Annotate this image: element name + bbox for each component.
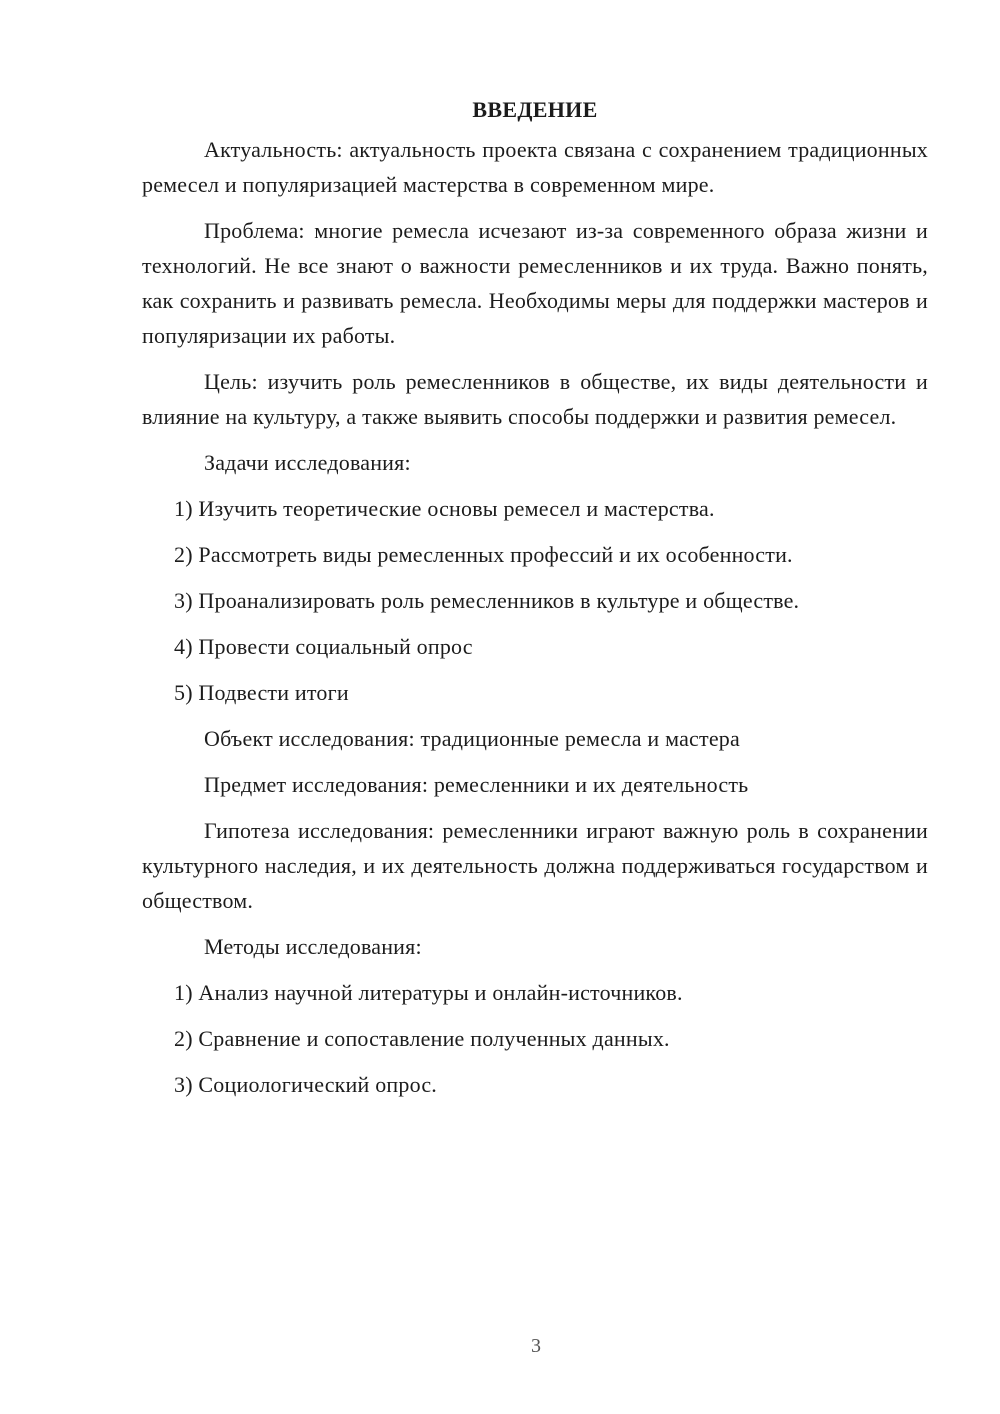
object-line: Объект исследования: традиционные ремесла и мастера	[204, 726, 740, 751]
list-item: 4) Провести социальный опрос	[174, 634, 473, 659]
document-page	[142, 92, 928, 1113]
relevance-paragraph: Актуальность: актуальность проекта связана с сохранением традиционных ремесел и популяризацией мастерства в современном мире.	[142, 137, 928, 197]
section-title: ВВЕДЕНИЕ	[472, 97, 598, 122]
tasks-list	[142, 491, 928, 710]
page-number: 3	[531, 1335, 541, 1357]
list-item: 2) Рассмотреть виды ремесленных профессий и их особенности.	[174, 542, 793, 567]
list-item: 3) Социологический опрос.	[174, 1072, 437, 1097]
list-item: 1) Анализ научной литературы и онлайн-источников.	[174, 980, 683, 1005]
list-item: 3) Проанализировать роль ремесленников в культуре и обществе.	[174, 588, 800, 613]
methods-list	[142, 975, 928, 1102]
tasks-heading: Задачи исследования:	[204, 450, 411, 475]
methods-heading: Методы исследования:	[204, 934, 422, 959]
goal-paragraph: Цель: изучить роль ремесленников в обществе, их виды деятельности и влияние на культуру, а также выявить способы поддержки и развития ремесел.	[142, 369, 928, 429]
list-item: 5) Подвести итоги	[174, 680, 349, 705]
subject-line: Предмет исследования: ремесленники и их деятельность	[204, 772, 749, 797]
hypothesis-paragraph: Гипотеза исследования: ремесленники играют важную роль в сохранении культурного наследия, и их деятельность должна поддерживаться государством и обществом.	[142, 818, 928, 913]
list-item: 2) Сравнение и сопоставление полученных данных.	[174, 1026, 670, 1051]
list-item: 1) Изучить теоретические основы ремесел и мастерства.	[174, 496, 715, 521]
problem-paragraph: Проблема: многие ремесла исчезают из-за современного образа жизни и технологий. Не все знают о важности ремесленников и их труда. Важно понять, как сохранить и развивать ремесла. Необходимы меры для поддержки мастеров и популяризации их работы.	[142, 218, 928, 348]
